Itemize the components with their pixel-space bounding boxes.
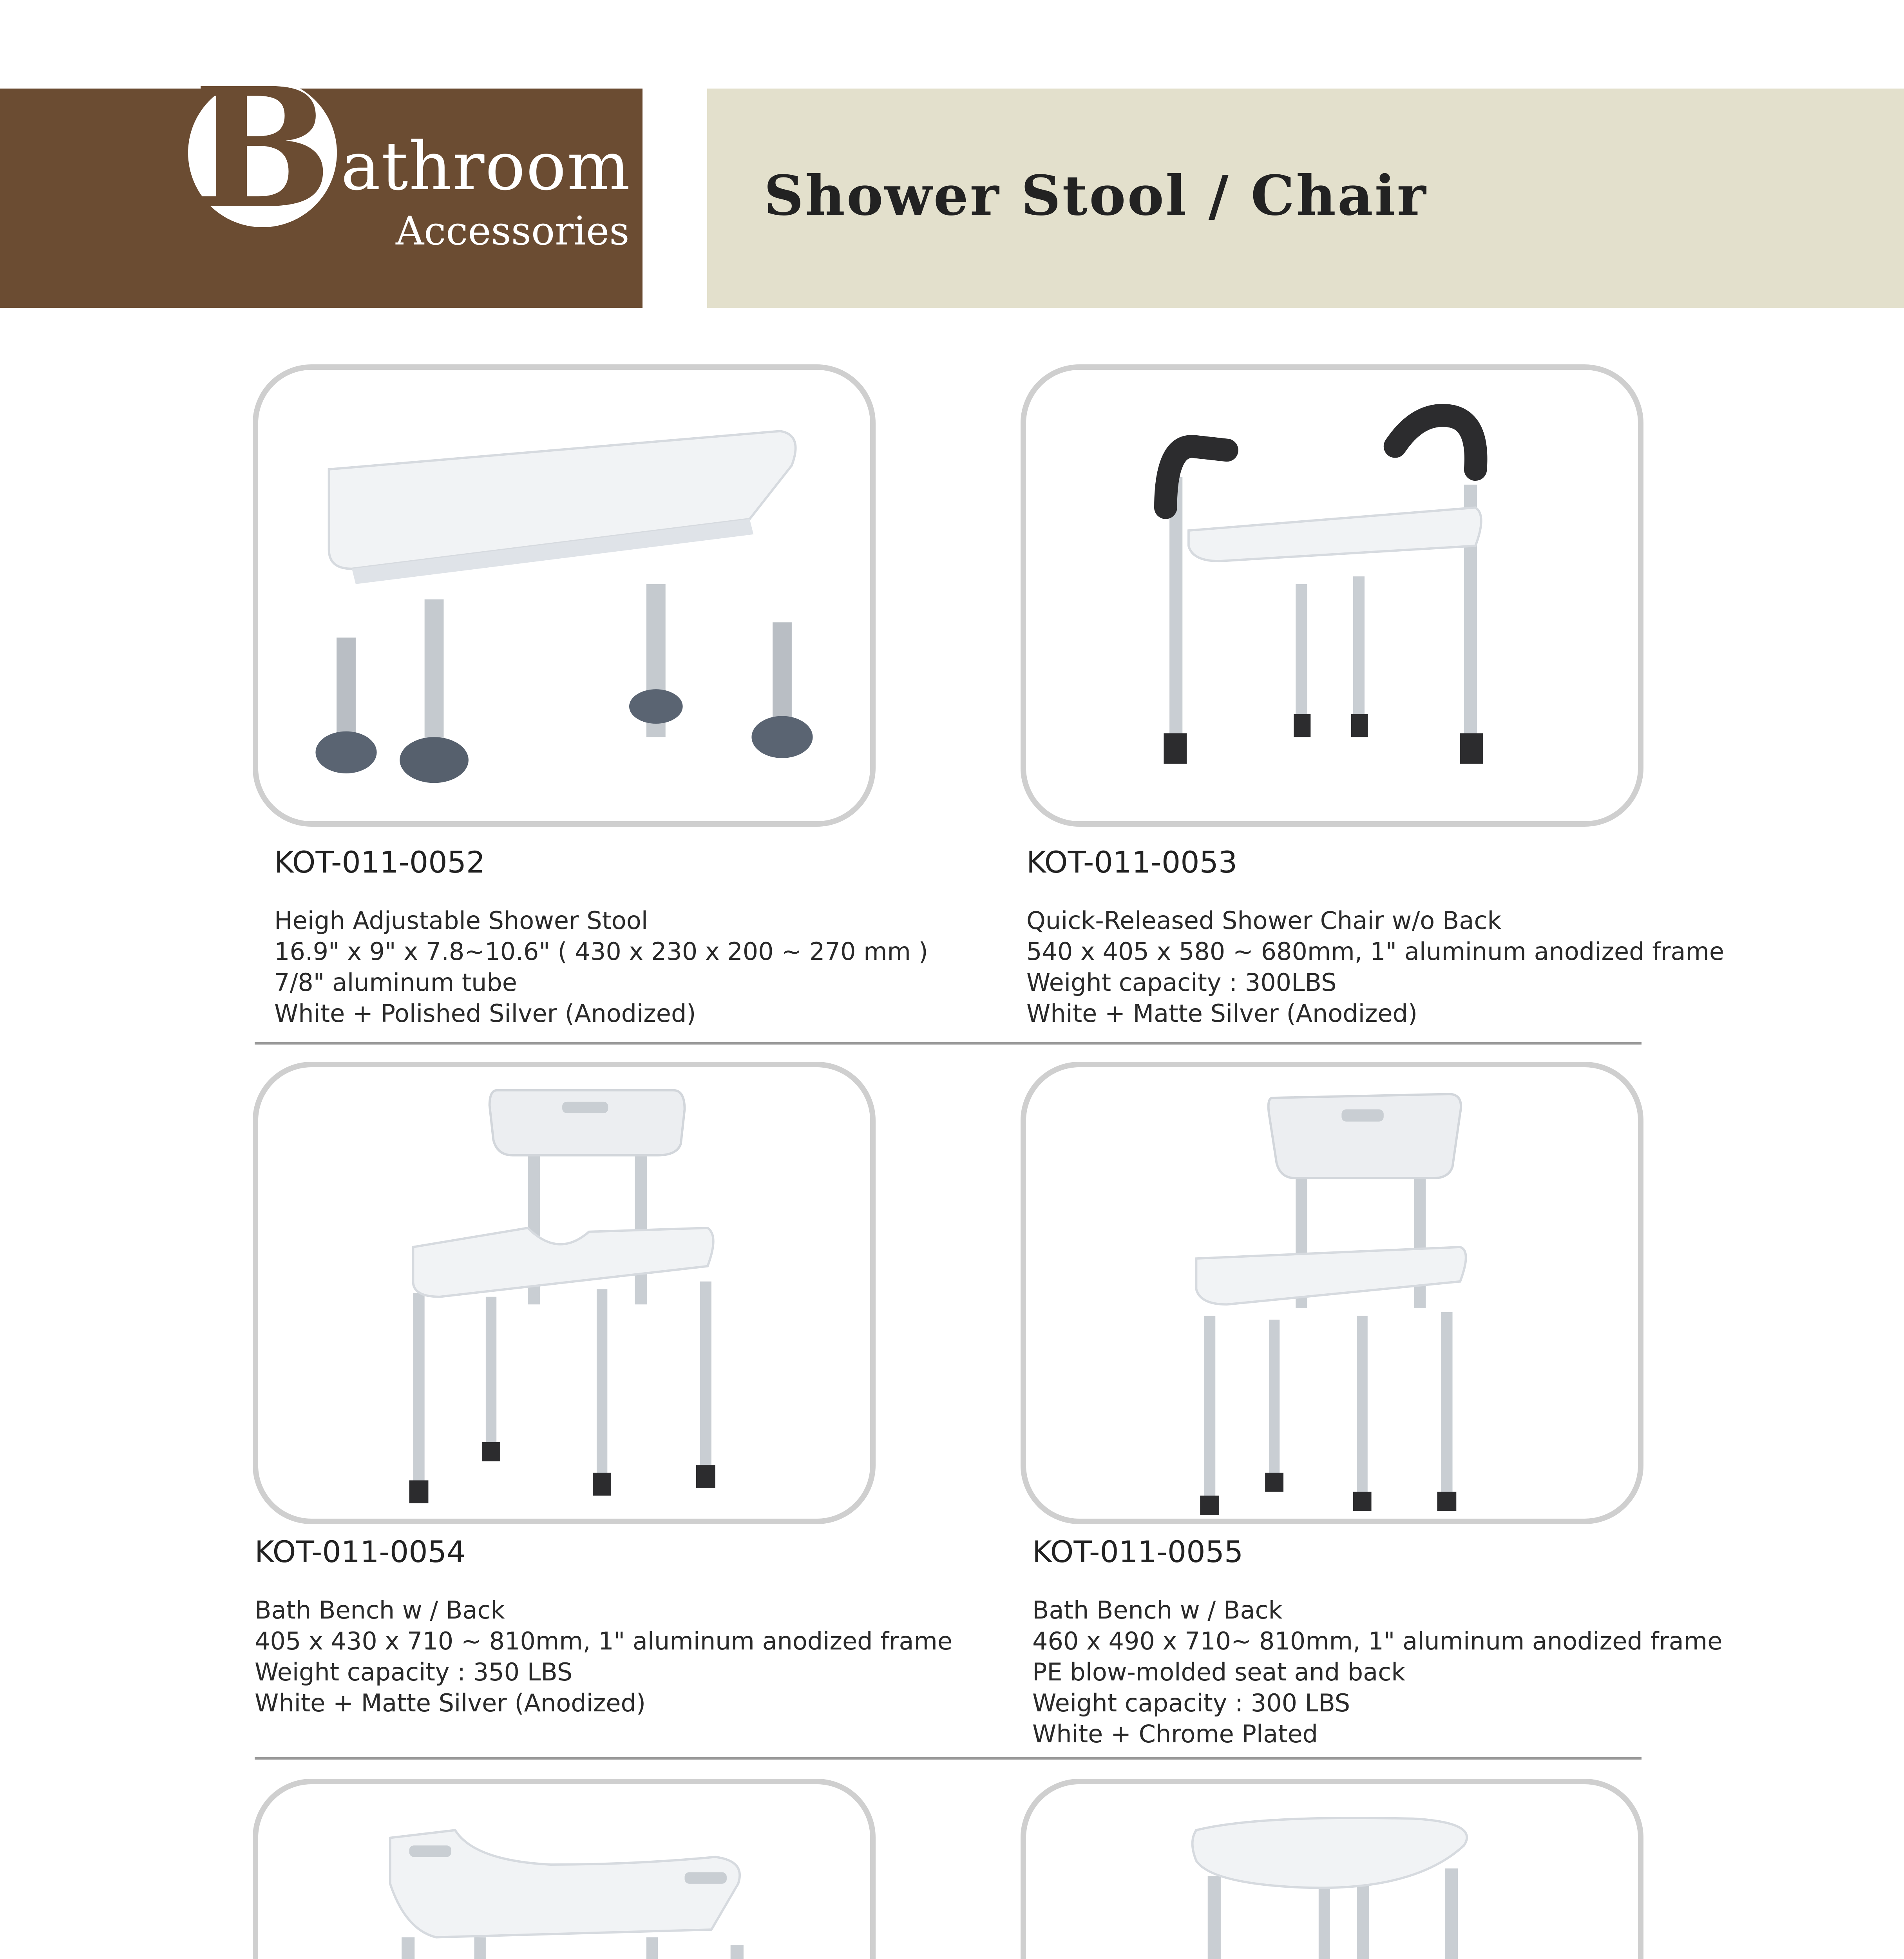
product-image-kot-011-0064	[1021, 1779, 1643, 1959]
product-name: Quick-Released Shower Chair w/o Back	[1026, 906, 1502, 935]
product-capacity: Weight capacity : 300LBS	[1026, 968, 1337, 997]
product-code: KOT-011-0052	[274, 845, 485, 880]
product-finish: White + Matte Silver (Anodized)	[1026, 999, 1418, 1028]
product-description	[1026, 905, 1724, 1029]
product-dimensions: 540 x 405 x 580 ~ 680mm, 1" aluminum anodized frame	[1026, 937, 1725, 966]
product-image-kot-011-0053	[1021, 364, 1643, 827]
product-image-kot-011-0052	[253, 364, 876, 827]
product-description	[274, 905, 928, 1029]
product-capacity: Weight capacity : 300 LBS	[1032, 1689, 1350, 1717]
product-material: PE blow-molded seat and back	[1032, 1658, 1406, 1686]
product-code: KOT-011-0053	[1026, 845, 1238, 880]
product-image-kot-011-0054	[253, 1062, 876, 1524]
corner-shower-chair-illustration	[1026, 1784, 1638, 1959]
product-capacity: Weight capacity : 350 LBS	[255, 1658, 573, 1686]
product-material: 7/8" aluminum tube	[274, 968, 517, 997]
brand-logo-initial: B	[193, 52, 332, 245]
brand-subtitle: Accessories	[396, 208, 630, 254]
product-code: KOT-011-0055	[1032, 1534, 1243, 1569]
product-code: KOT-011-0054	[255, 1534, 466, 1569]
bath-chair-without-back-illustration	[258, 1784, 870, 1959]
product-description	[255, 1595, 952, 1718]
product-description	[1032, 1595, 1722, 1749]
product-finish: White + Chrome Plated	[1032, 1720, 1318, 1748]
page-title: Shower Stool / Chair	[764, 164, 1428, 228]
shower-stool-illustration	[258, 370, 870, 821]
product-name: Heigh Adjustable Shower Stool	[274, 906, 648, 935]
product-dimensions: 405 x 430 x 710 ~ 810mm, 1" aluminum anodized frame	[255, 1627, 953, 1655]
section-divider	[255, 1757, 1642, 1760]
section-divider	[255, 1042, 1642, 1045]
product-image-kot-011-0059	[253, 1779, 876, 1959]
product-dimensions: 16.9" x 9" x 7.8~10.6" ( 430 x 230 x 200 ~ 270 mm )	[274, 937, 928, 966]
product-dimensions: 460 x 490 x 710~ 810mm, 1" aluminum anodized frame	[1032, 1627, 1723, 1655]
product-name: Bath Bench w / Back	[255, 1596, 505, 1624]
product-finish: White + Polished Silver (Anodized)	[274, 999, 696, 1028]
product-finish: White + Matte Silver (Anodized)	[255, 1689, 646, 1717]
brand-word: athroom	[341, 128, 631, 205]
bath-bench-with-back-illustration	[258, 1067, 870, 1519]
bath-bench-with-back-illustration	[1026, 1067, 1638, 1519]
armrest-shower-chair-illustration	[1026, 370, 1638, 821]
product-name: Bath Bench w / Back	[1032, 1596, 1283, 1624]
product-image-kot-011-0055	[1021, 1062, 1643, 1524]
